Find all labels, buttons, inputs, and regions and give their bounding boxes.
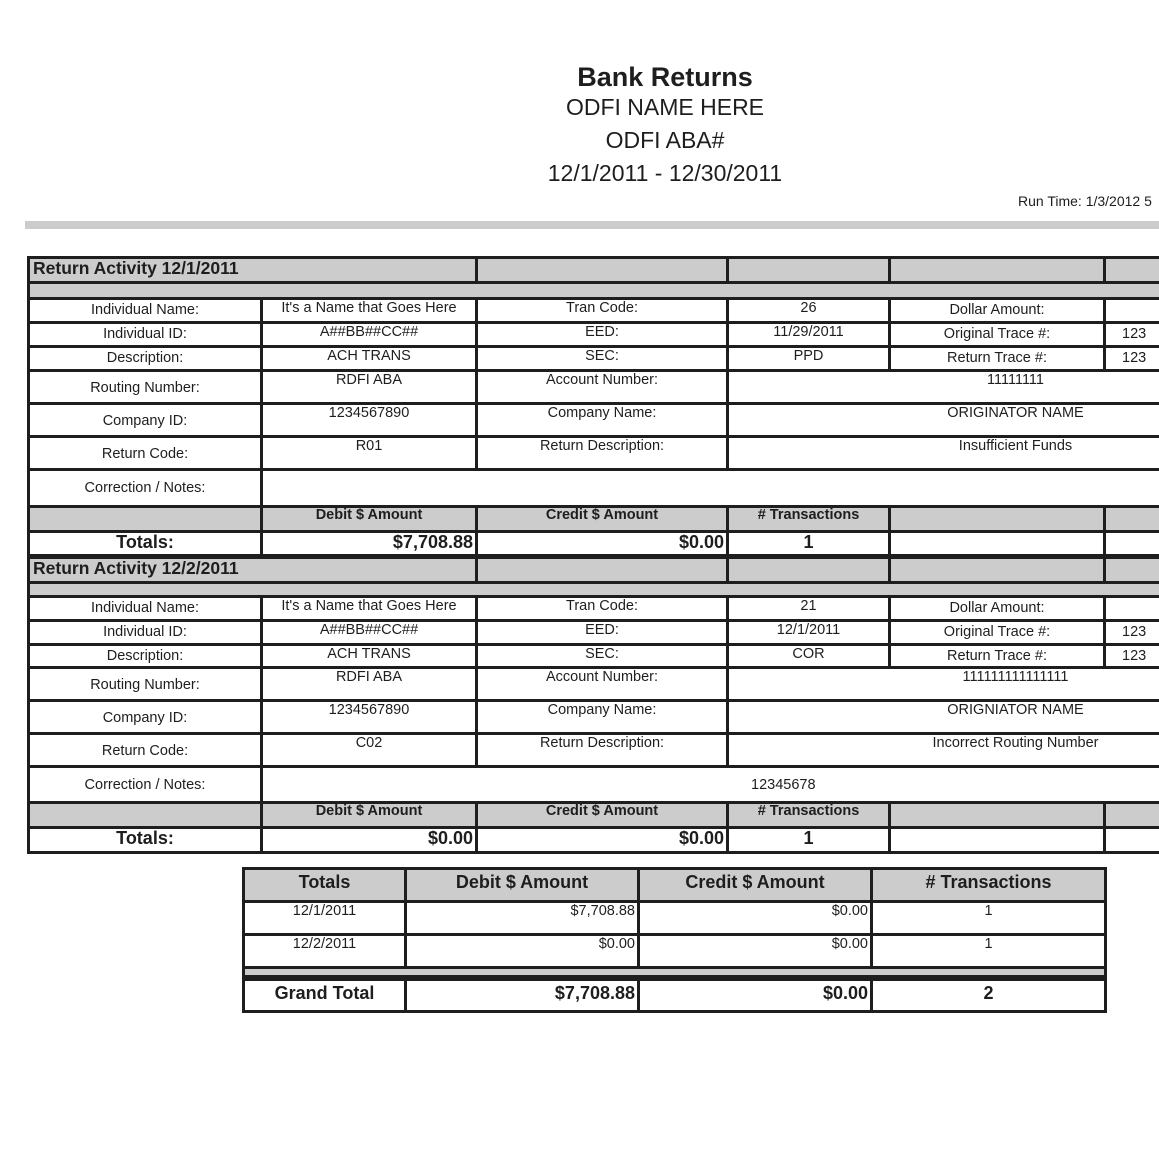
grand-total-transactions: 2 bbox=[870, 978, 1107, 1013]
report-title: Bank Returns bbox=[577, 62, 753, 92]
value-return-description: Incorrect Routing Number bbox=[726, 732, 1159, 768]
label-sec: SEC: bbox=[475, 643, 729, 669]
value-return-code: C02 bbox=[260, 732, 478, 768]
total-transactions: 1 bbox=[726, 530, 891, 557]
totals-label: Totals: bbox=[27, 530, 263, 557]
value-individual-id: A##BB##CC## bbox=[260, 619, 478, 646]
value-description: ACH TRANS bbox=[260, 345, 478, 372]
totals-header-blank bbox=[27, 505, 263, 533]
value-original-trace-partial: 123 bbox=[1103, 321, 1159, 348]
section-heading: Return Activity 12/2/2011 bbox=[27, 556, 478, 584]
label-company-name: Company Name: bbox=[475, 699, 729, 735]
label-return-code: Return Code: bbox=[27, 435, 263, 471]
value-dollar-amount bbox=[1103, 297, 1159, 324]
totals-blank bbox=[888, 530, 1106, 557]
total-transactions: 1 bbox=[726, 826, 891, 854]
grand-total-credit: $0.00 bbox=[637, 978, 873, 1013]
header-credit-amount: Credit $ Amount bbox=[475, 505, 729, 533]
section-heading-blank bbox=[726, 556, 891, 584]
section-heading: Return Activity 12/1/2011 bbox=[27, 256, 478, 284]
value-return-description: Insufficient Funds bbox=[726, 435, 1159, 471]
summary-row-credit: $0.00 bbox=[637, 933, 873, 969]
value-return-trace-partial: 123 bbox=[1103, 345, 1159, 372]
section-heading-blank bbox=[888, 256, 1106, 284]
summary-header-debit: Debit $ Amount bbox=[404, 867, 640, 903]
value-dollar-amount bbox=[1103, 595, 1159, 622]
value-original-trace-partial: 123 bbox=[1103, 619, 1159, 646]
label-dollar-amount: Dollar Amount: bbox=[888, 595, 1106, 622]
value-company-name: ORIGNIATOR NAME bbox=[726, 699, 1159, 735]
section-heading-blank bbox=[475, 556, 729, 584]
total-credit-amount: $0.00 bbox=[475, 530, 729, 557]
label-company-id: Company ID: bbox=[27, 402, 263, 438]
summary-row-date: 12/2/2011 bbox=[242, 933, 407, 969]
header-debit-amount: Debit $ Amount bbox=[260, 801, 478, 829]
label-account-number: Account Number: bbox=[475, 666, 729, 702]
header-divider bbox=[25, 221, 1159, 229]
header-transactions: # Transactions bbox=[726, 505, 891, 533]
value-routing-number: RDFI ABA bbox=[260, 666, 478, 702]
label-eed: EED: bbox=[475, 619, 729, 646]
grand-total-label: Grand Total bbox=[242, 978, 407, 1013]
label-tran-code: Tran Code: bbox=[475, 595, 729, 622]
value-description: ACH TRANS bbox=[260, 643, 478, 669]
label-return-description: Return Description: bbox=[475, 732, 729, 768]
label-dollar-amount: Dollar Amount: bbox=[888, 297, 1106, 324]
value-return-code: R01 bbox=[260, 435, 478, 471]
totals-label: Totals: bbox=[27, 826, 263, 854]
totals-header-blank bbox=[888, 801, 1106, 829]
section-heading-blank bbox=[475, 256, 729, 284]
label-description: Description: bbox=[27, 643, 263, 669]
totals-header-blank bbox=[888, 505, 1106, 533]
section-heading-blank bbox=[1103, 556, 1159, 584]
run-time: Run Time: 1/3/2012 5 bbox=[1018, 193, 1152, 209]
value-account-number: 111111111111111 bbox=[726, 666, 1159, 702]
summary-row-transactions: 1 bbox=[870, 933, 1107, 969]
summary-row-date: 12/1/2011 bbox=[242, 900, 407, 936]
label-return-description: Return Description: bbox=[475, 435, 729, 471]
value-account-number: 11111111 bbox=[726, 369, 1159, 405]
value-company-id: 1234567890 bbox=[260, 699, 478, 735]
label-individual-name: Individual Name: bbox=[27, 297, 263, 324]
total-credit-amount: $0.00 bbox=[475, 826, 729, 854]
section-heading-blank bbox=[726, 256, 891, 284]
summary-header-totals: Totals bbox=[242, 867, 407, 903]
value-individual-name: It's a Name that Goes Here bbox=[260, 297, 478, 324]
label-routing-number: Routing Number: bbox=[27, 369, 263, 405]
summary-header-transactions: # Transactions bbox=[870, 867, 1107, 903]
odfi-aba: ODFI ABA# bbox=[605, 127, 725, 153]
totals-blank bbox=[1103, 826, 1159, 854]
section-heading-blank bbox=[1103, 256, 1159, 284]
summary-row-transactions: 1 bbox=[870, 900, 1107, 936]
totals-header-blank bbox=[1103, 505, 1159, 533]
value-individual-id: A##BB##CC## bbox=[260, 321, 478, 348]
summary-band bbox=[242, 966, 1107, 978]
value-correction-notes bbox=[260, 468, 1159, 508]
summary-row-debit: $7,708.88 bbox=[404, 900, 640, 936]
odfi-name: ODFI NAME HERE bbox=[565, 94, 765, 120]
header-debit-amount: Debit $ Amount bbox=[260, 505, 478, 533]
label-individual-id: Individual ID: bbox=[27, 619, 263, 646]
header-transactions: # Transactions bbox=[726, 801, 891, 829]
value-company-id: 1234567890 bbox=[260, 402, 478, 438]
label-sec: SEC: bbox=[475, 345, 729, 372]
total-debit-amount: $7,708.88 bbox=[260, 530, 478, 557]
value-sec: PPD bbox=[726, 345, 891, 372]
value-tran-code: 26 bbox=[726, 297, 891, 324]
label-return-code: Return Code: bbox=[27, 732, 263, 768]
total-debit-amount: $0.00 bbox=[260, 826, 478, 854]
label-return-trace: Return Trace #: bbox=[888, 345, 1106, 372]
summary-row-debit: $0.00 bbox=[404, 933, 640, 969]
section-heading-blank bbox=[888, 556, 1106, 584]
label-eed: EED: bbox=[475, 321, 729, 348]
label-company-id: Company ID: bbox=[27, 699, 263, 735]
label-original-trace: Original Trace #: bbox=[888, 321, 1106, 348]
value-return-trace-partial: 123 bbox=[1103, 643, 1159, 669]
label-individual-id: Individual ID: bbox=[27, 321, 263, 348]
summary-header-credit: Credit $ Amount bbox=[637, 867, 873, 903]
label-correction-notes: Correction / Notes: bbox=[27, 468, 263, 508]
value-eed: 12/1/2011 bbox=[726, 619, 891, 646]
value-correction-notes: 12345678 bbox=[260, 765, 1159, 804]
label-account-number: Account Number: bbox=[475, 369, 729, 405]
value-tran-code: 21 bbox=[726, 595, 891, 622]
label-tran-code: Tran Code: bbox=[475, 297, 729, 324]
value-eed: 11/29/2011 bbox=[726, 321, 891, 348]
value-sec: COR bbox=[726, 643, 891, 669]
value-company-name: ORIGINATOR NAME bbox=[726, 402, 1159, 438]
label-individual-name: Individual Name: bbox=[27, 595, 263, 622]
totals-header-blank bbox=[1103, 801, 1159, 829]
totals-blank bbox=[888, 826, 1106, 854]
grand-total-debit: $7,708.88 bbox=[404, 978, 640, 1013]
value-routing-number: RDFI ABA bbox=[260, 369, 478, 405]
label-correction-notes: Correction / Notes: bbox=[27, 765, 263, 804]
label-description: Description: bbox=[27, 345, 263, 372]
totals-blank bbox=[1103, 530, 1159, 557]
label-return-trace: Return Trace #: bbox=[888, 643, 1106, 669]
label-routing-number: Routing Number: bbox=[27, 666, 263, 702]
totals-header-blank bbox=[27, 801, 263, 829]
header-credit-amount: Credit $ Amount bbox=[475, 801, 729, 829]
summary-row-credit: $0.00 bbox=[637, 900, 873, 936]
label-original-trace: Original Trace #: bbox=[888, 619, 1106, 646]
value-individual-name: It's a Name that Goes Here bbox=[260, 595, 478, 622]
label-company-name: Company Name: bbox=[475, 402, 729, 438]
date-range: 12/1/2011 - 12/30/2011 bbox=[547, 160, 783, 186]
